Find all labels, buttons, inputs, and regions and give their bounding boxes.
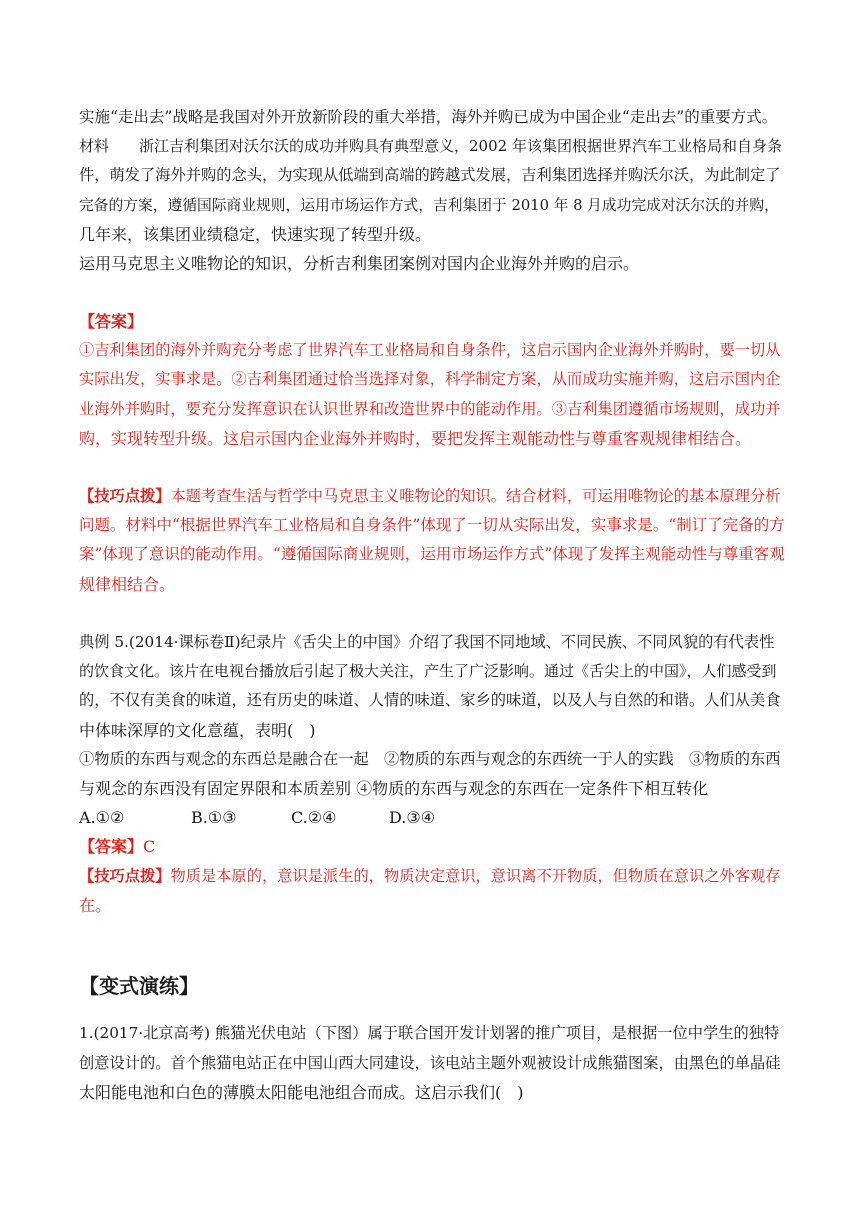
question-line: 运用马克思主义唯物论的知识，分析吉利集团案例对国内企业海外并购的启示。	[79, 254, 640, 274]
tip-line: 案”体现了意识的能动作用。“遵循国际商业规则，运用市场运作方式”体现了发挥主观能动性与尊重客观	[79, 545, 785, 564]
answer-line: 购，实现转型升级。这启示国内企业海外并购时，要把发挥主观能动性与尊重客观规律相结合。	[79, 428, 752, 448]
answer-block	[79, 307, 785, 453]
intro-line: 实施“走出去”战略是我国对外开放新阶段的重大举措，海外并购已成为中国企业“走出去”的重要方式。	[79, 108, 778, 126]
tip-tag: 【技巧点拨】	[79, 866, 171, 885]
answer-tag: 【答案】	[79, 312, 144, 331]
example-line: 典例 5.(2014·课标卷Ⅱ)纪录片《舌尖上的中国》介绍了我国不同地域、不同民族、不同风貌的有代表性	[79, 633, 775, 651]
answer-line: ①吉利集团的海外并购充分考虑了世界汽车工业格局和自身条件，这启示国内企业海外并购时，要一切从	[79, 341, 781, 360]
statement-line: 与观念的东西没有固定界限和本质差别 ④物质的东西与观念的东西在一定条件下相互转化	[79, 779, 709, 799]
option-d: D.③④	[389, 808, 436, 828]
material-line: 几年来，该集团业绩稳定，快速实现了转型升级。	[79, 224, 432, 244]
tip-line: 本题考查生活与哲学中马克思主义唯物论的知识。结合材料，可运用唯物论的基本原理分析	[170, 487, 781, 505]
exercise-block	[79, 1018, 785, 1108]
option-a: A.①②	[79, 808, 125, 828]
example-line: 的，不仅有美食的味道，还有历史的味道、人情的味道、家乡的味道，以及人与自然的和谐。人们从美食	[79, 691, 781, 710]
example-line: 的饮食文化。该片在电视台播放后引起了极大关注，产生了广泛影响。通过《舌尖上的中国》，人们感受到	[79, 662, 777, 681]
tip-tag: 【技巧点拨】	[79, 487, 171, 505]
exercise-line: 1.(2017·北京高考) 熊猫光伏电站（下图）属于联合国开发计划署的推广项目，是根据一位中学生的独特	[79, 1024, 780, 1042]
tip-line: 在。	[79, 895, 112, 915]
answer-value: C	[143, 837, 156, 857]
material-line: 完备的方案，遵循国际商业规则，运用市场运作方式，吉利集团于 2010 年 8 月成功完成对沃尔沃的并购，	[79, 196, 779, 214]
answer-line: 实际出发，实事求是。②吉利集团通过恰当选择对象，科学制定方案，从而成功实施并购，这启示国内企	[79, 370, 781, 389]
section-heading: 【变式演练】	[79, 974, 199, 998]
exercise-line: 太阳能电池和白色的薄膜太阳能电池组合而成。这启示我们( )	[79, 1083, 524, 1102]
tip-line: 规律相结合。	[79, 574, 176, 594]
material-line: 材料 浙江吉利集团对沃尔沃的成功并购具有典型意义，2002 年该集团根据世界汽车工业格局和自身条	[79, 137, 782, 156]
statement-line: ①物质的东西与观念的东西总是融合在一起 ②物质的东西与观念的东西统一于人的实践 ③物质的东西	[79, 749, 781, 768]
option-c: C.②④	[291, 808, 337, 828]
tip-line: 问题。材料中“根据世界汽车工业格局和自身条件”体现了一切从实际出发，实事求是。“制订了完备的方	[79, 516, 785, 535]
option-b: B.①③	[191, 808, 237, 828]
intro-block	[79, 103, 785, 278]
options-row	[79, 803, 785, 832]
example-block	[79, 628, 785, 920]
tip-block	[79, 482, 785, 599]
tip-line: 物质是本原的，意识是派生的，物质决定意识，意识离不开物质，但物质在意识之外客观存	[170, 866, 781, 885]
answer-line: 业海外并购时，要充分发挥意识在认识世界和改造世界中的能动作用。③吉利集团遵循市场规则，成功并	[79, 399, 781, 418]
exercise-line: 创意设计的。首个熊猫电站正在中国山西大同建设，该电站主题外观被设计成熊猫图案，由黑色的单晶硅	[79, 1054, 781, 1072]
material-line: 件，萌发了海外并购的念头，为实现从低端到高端的跨越式发展，吉利集团选择并购沃尔沃，为此制定了	[79, 166, 781, 185]
example-line: 中体味深厚的文化意蕴，表明( )	[79, 720, 316, 740]
answer-tag: 【答案】	[79, 837, 144, 857]
